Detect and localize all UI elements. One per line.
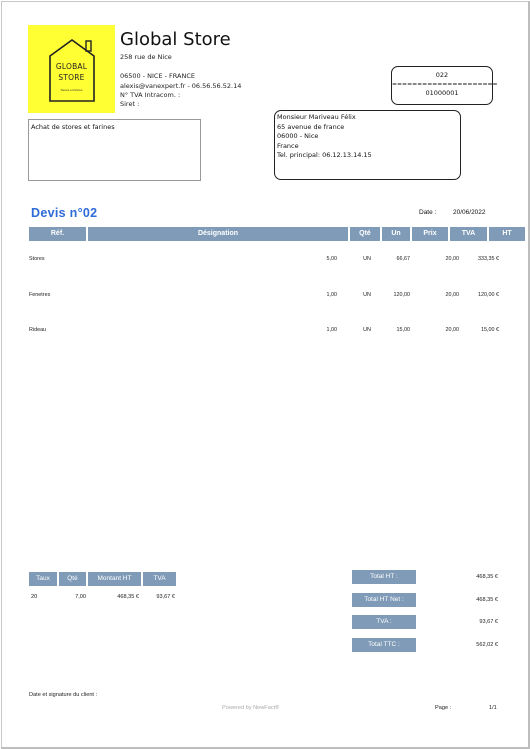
- object-box: [28, 119, 201, 181]
- doc-box-separator: =====================: [392, 81, 498, 88]
- date-value: 20/06/2022: [453, 209, 486, 216]
- vat-header-tva: TVA: [143, 572, 176, 586]
- client-name: Monsieur Mariveau Félix: [277, 113, 356, 121]
- logo-text-line1: GLOBAL: [55, 62, 88, 71]
- total-ttc-label: Total TTC :: [352, 638, 416, 652]
- row-qty: 1,00: [326, 327, 337, 333]
- row-tva: 20,00: [445, 327, 459, 333]
- page-label: Page :: [435, 705, 452, 711]
- company-city: 06500 - NICE - FRANCE: [120, 72, 196, 80]
- powered-by-text: Powered by NewFact®: [222, 705, 280, 711]
- page-number: 1/1: [489, 705, 497, 711]
- client-address-box: [274, 110, 461, 180]
- column-header-ht: HT: [489, 227, 525, 241]
- company-siret: Siret :: [120, 100, 140, 108]
- row-price: 120,00: [393, 292, 410, 298]
- row-ref: Stores: [29, 256, 45, 262]
- doc-box-client-code: 01000001: [425, 89, 459, 97]
- company-vat: N° TVA Intracom. :: [120, 91, 181, 99]
- total-ht-label: Total HT :: [352, 570, 416, 584]
- client-street: 65 avenue de france: [277, 122, 345, 131]
- row-tva: 20,00: [445, 256, 459, 262]
- row-ht: 333,35 €: [478, 256, 499, 262]
- vat-value-qty: 7,00: [75, 594, 86, 600]
- total-tva-value: 93,67 €: [479, 619, 498, 625]
- total-ht-net-value: 468,35 €: [476, 597, 498, 603]
- client-phone: Tel. principal: 06.12.13.14.15: [277, 151, 372, 160]
- row-ref: Fenetres: [29, 292, 51, 298]
- company-contact: alexis@vanexpert.fr - 06.56.56.52.14: [120, 82, 242, 90]
- row-unit: UN: [363, 327, 371, 333]
- company-address: 258 rue de Nice: [120, 53, 172, 61]
- vat-header-rate: Taux: [29, 572, 57, 586]
- document-title: Devis n°02: [31, 206, 98, 220]
- client-city: 06000 - Nice: [277, 132, 319, 141]
- row-unit: UN: [363, 256, 371, 262]
- vat-value-amount: 468,35 €: [117, 594, 139, 600]
- logo-text-line2: STORE: [58, 73, 85, 82]
- row-price: 15,00: [396, 327, 410, 333]
- column-header-price: Prix: [412, 227, 448, 241]
- document-page: [1, 1, 530, 749]
- row-ht: 15,00 €: [481, 327, 499, 333]
- row-ht: 120,00 €: [478, 292, 499, 298]
- date-label: Date :: [419, 209, 437, 216]
- row-price: 66,67: [396, 256, 410, 262]
- total-ht-net-label: Total HT Net :: [352, 593, 416, 607]
- row-qty: 1,00: [326, 292, 337, 298]
- row-tva: 20,00: [445, 292, 459, 298]
- items-table-header: [29, 227, 512, 241]
- vat-header-qty: Qté: [59, 572, 86, 586]
- column-header-qty: Qté: [350, 227, 380, 241]
- client-country: France: [277, 141, 299, 150]
- document-number-box: [391, 66, 498, 105]
- total-ttc-value: 562,02 €: [476, 642, 498, 648]
- vat-value-tva: 93,67 €: [156, 594, 175, 600]
- company-logo: [28, 25, 115, 113]
- vat-value-rate: 20: [31, 594, 38, 600]
- object-text: Achat de stores et farines: [31, 123, 115, 131]
- vat-header-amount: Montant HT: [88, 572, 141, 586]
- column-header-ref: Réf.: [29, 227, 86, 241]
- column-header-designation: Désignation: [88, 227, 348, 241]
- total-tva-label: TVA :: [352, 615, 416, 629]
- total-ht-value: 468,35 €: [476, 574, 498, 580]
- doc-box-line1: 022: [435, 71, 449, 79]
- company-name: Global Store: [120, 29, 231, 50]
- logo-tagline: Stores et farines: [60, 88, 83, 92]
- row-unit: UN: [363, 292, 371, 298]
- row-ref: Rideau: [29, 327, 47, 333]
- row-qty: 5,00: [326, 256, 337, 262]
- column-header-unit: Un: [382, 227, 410, 241]
- column-header-tva: TVA: [450, 227, 487, 241]
- signature-label: Date et signature du client :: [29, 692, 98, 698]
